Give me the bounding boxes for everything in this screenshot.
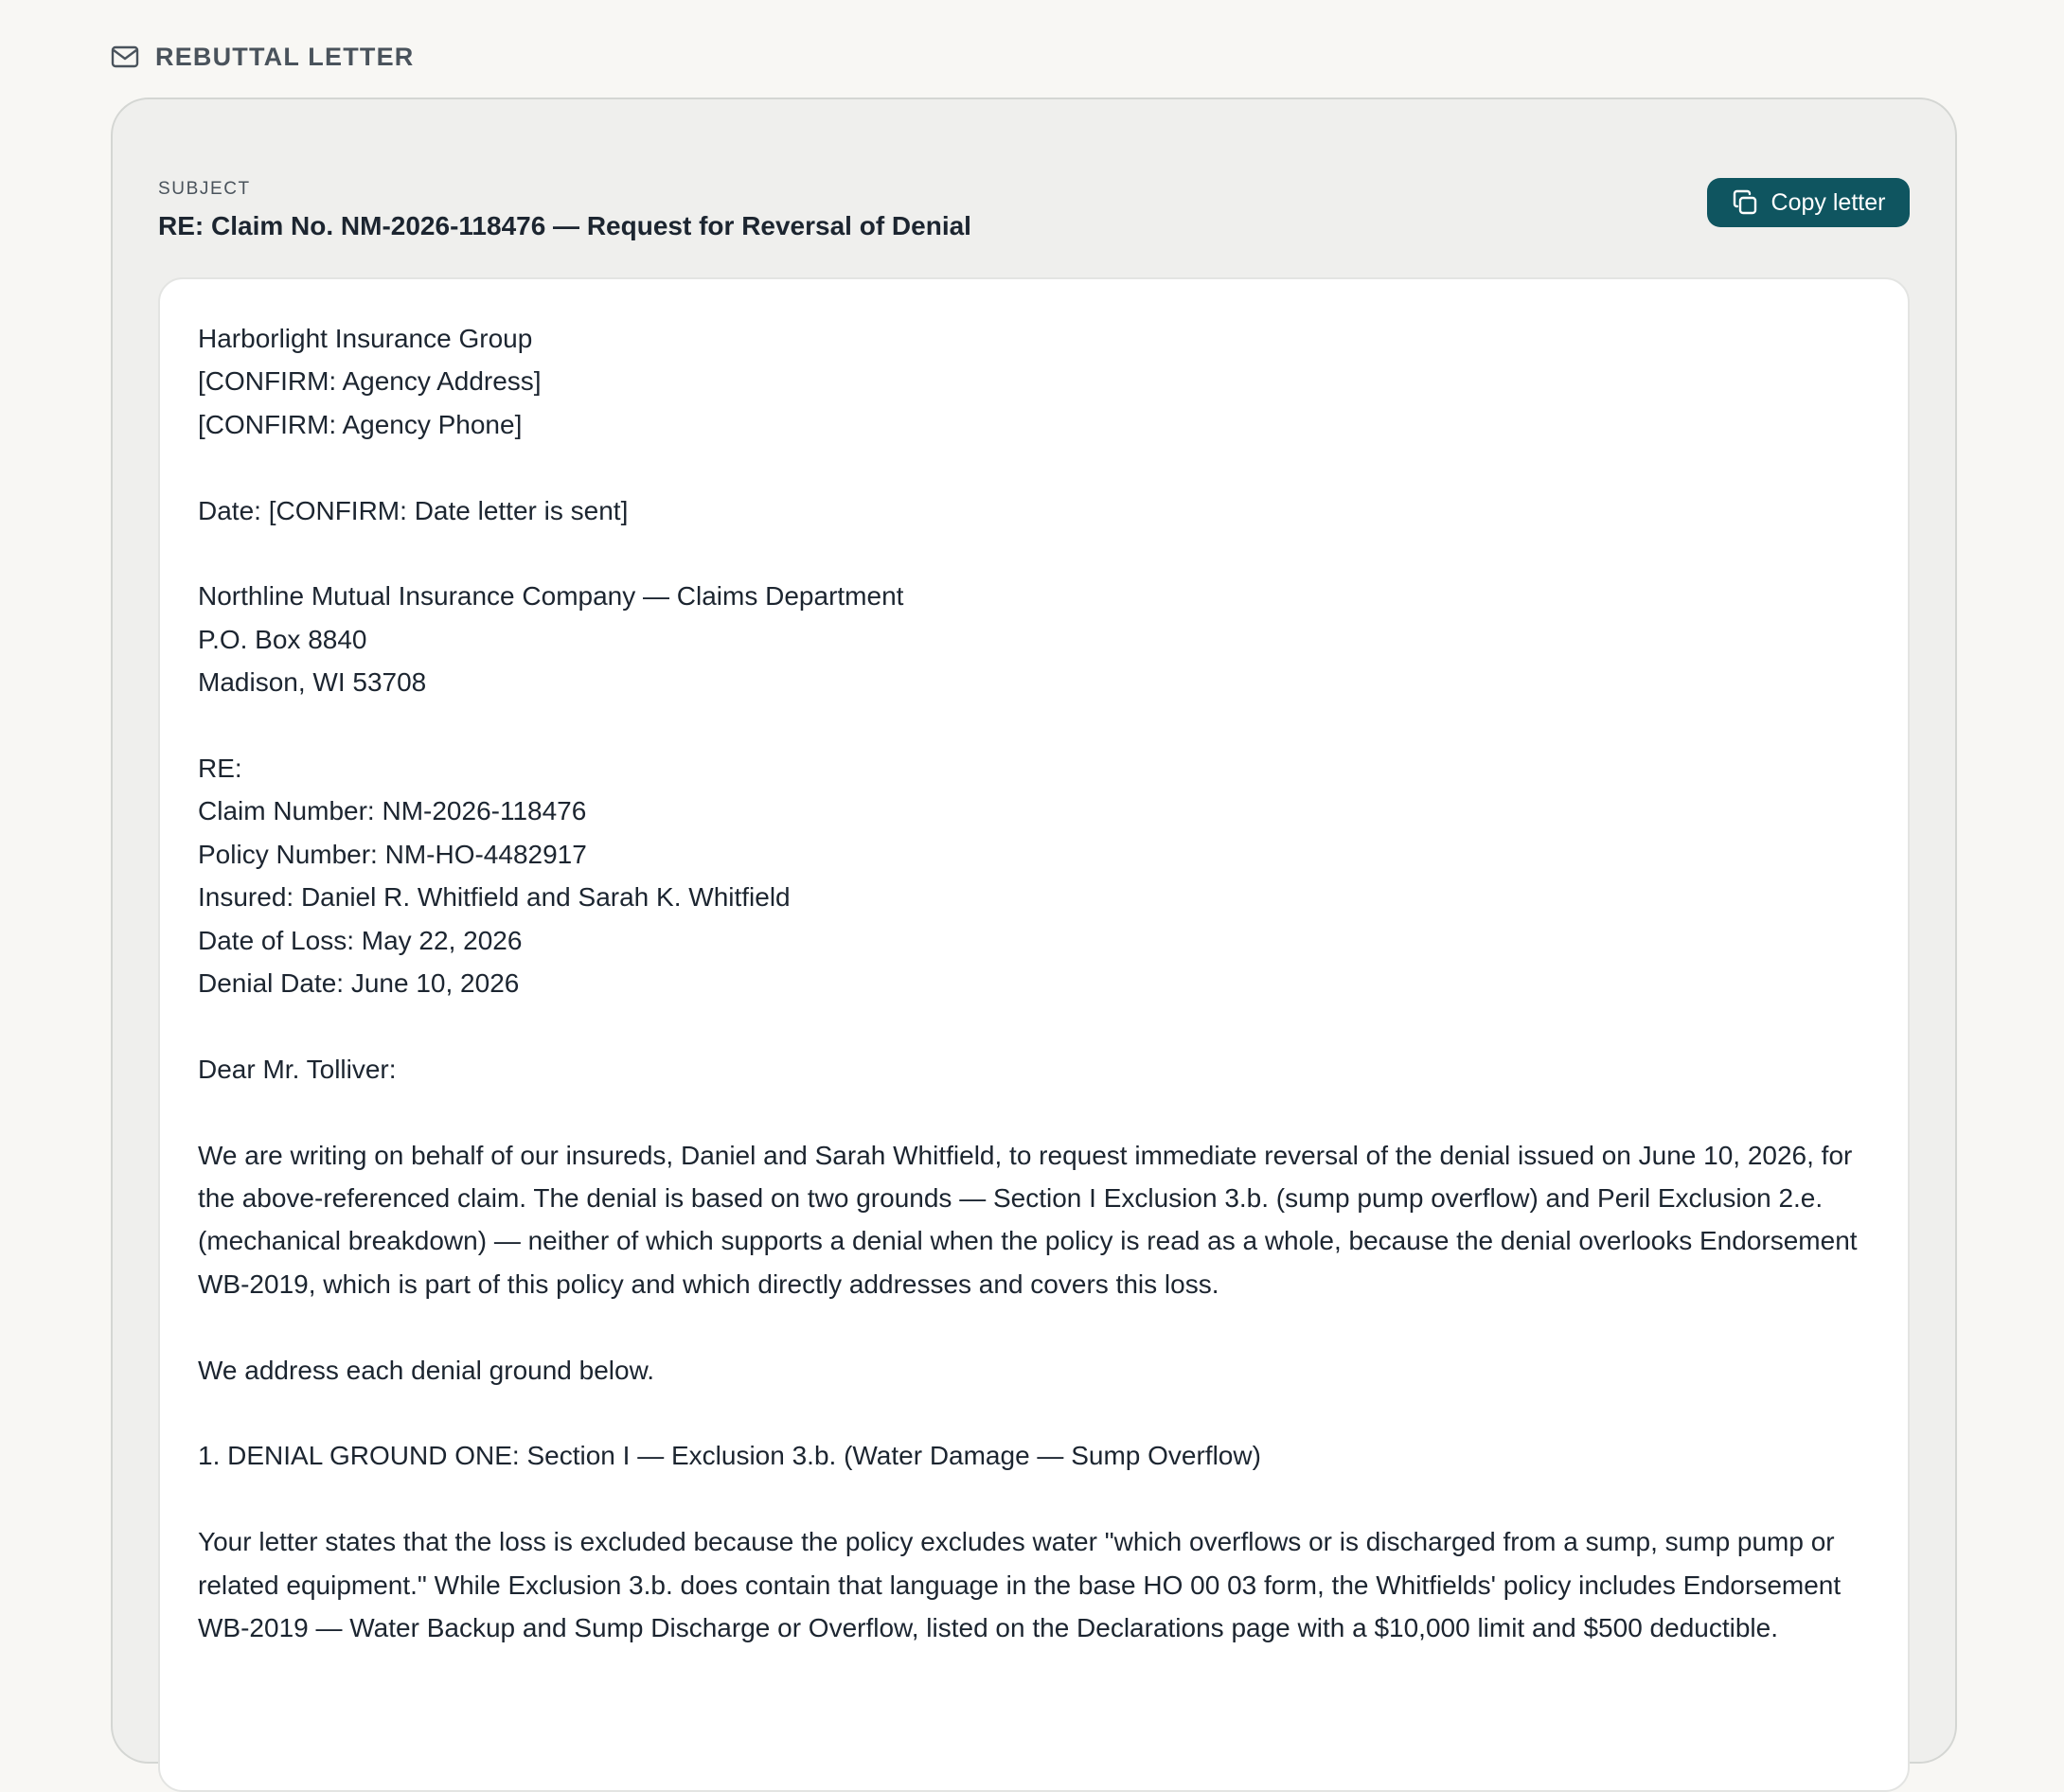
insured-names: Insured: Daniel R. Whitfield and Sarah K. Whitfield [198,882,791,913]
letter-panel [111,98,1957,1764]
copy-icon [1732,189,1758,216]
blank-line [198,532,1870,575]
recipient-name: Northline Mutual Insurance Company — Claims Department [198,581,904,612]
sender-phone: [CONFIRM: Agency Phone] [198,409,523,439]
blank-line [198,1478,1870,1520]
blank-line [198,446,1870,488]
mail-icon [111,43,139,71]
section-header [111,42,415,72]
date-of-loss: Date of Loss: May 22, 2026 [198,925,523,955]
blank-line [198,1305,1870,1348]
blank-line [198,1004,1870,1047]
recipient-address-line-1: P.O. Box 8840 [198,624,367,654]
subject-label: SUBJECT [158,179,251,199]
section-title: REBUTTAL LETTER [155,42,415,71]
letter-date: Date: [CONFIRM: Date letter is sent] [198,495,629,525]
policy-number: Policy Number: NM-HO-4482917 [198,839,587,869]
sender-address: [CONFIRM: Agency Address] [198,366,542,397]
recipient-address-line-2: Madison, WI 53708 [198,667,427,698]
sender-name: Harborlight Insurance Group [198,324,533,353]
address-grounds-line: We address each denial ground below. [198,1355,655,1385]
copy-letter-label: Copy letter [1770,188,1886,216]
blank-line [198,704,1870,747]
salutation: Dear Mr. Tolliver: [198,1054,397,1084]
subject-text: RE: Claim No. NM-2026-118476 — Request for Reversal of Denial [158,211,971,240]
denial-date: Denial Date: June 10, 2026 [198,968,520,999]
blank-line [198,1392,1870,1434]
blank-line [198,1091,1870,1133]
ground-one-heading: 1. DENIAL GROUND ONE: Section I — Exclusion 3.b. (Water Damage — Sump Overflow) [198,1441,1261,1471]
intro-paragraph: We are writing on behalf of our insureds, Daniel and Sarah Whitfield, to request immediate reversal of the denial issued on June 10, 2026, for the above-referenced claim. The denial is based on two grounds — Section I Exclusion 3.b. (sump pump overflow) and Peril Exclusion 2.e. (mechanical breakdown) — neither of which supports a denial when the policy is read as a whole, because the denial overlooks Endorsement WB-2019, which is part of this policy and which directly addresses and covers this loss. [198,1140,1858,1299]
letter-body [158,277,1910,1792]
ground-one-paragraph: Your letter states that the loss is excluded because the policy excludes water "which overflows or is discharged from a sump, sump pump or related equipment." While Exclusion 3.b. does contain that language in the base HO 00 03 form, the Whitfields' policy includes Endorsement WB-2019 — Water Backup and Sump Discharge or Overflow, listed on the Declarations page with a $10,000 limit and $500 deductible. [198,1527,1842,1643]
claim-number: Claim Number: NM-2026-118476 [198,796,587,826]
copy-letter-button[interactable] [1707,178,1910,227]
re-heading: RE: [198,754,242,784]
